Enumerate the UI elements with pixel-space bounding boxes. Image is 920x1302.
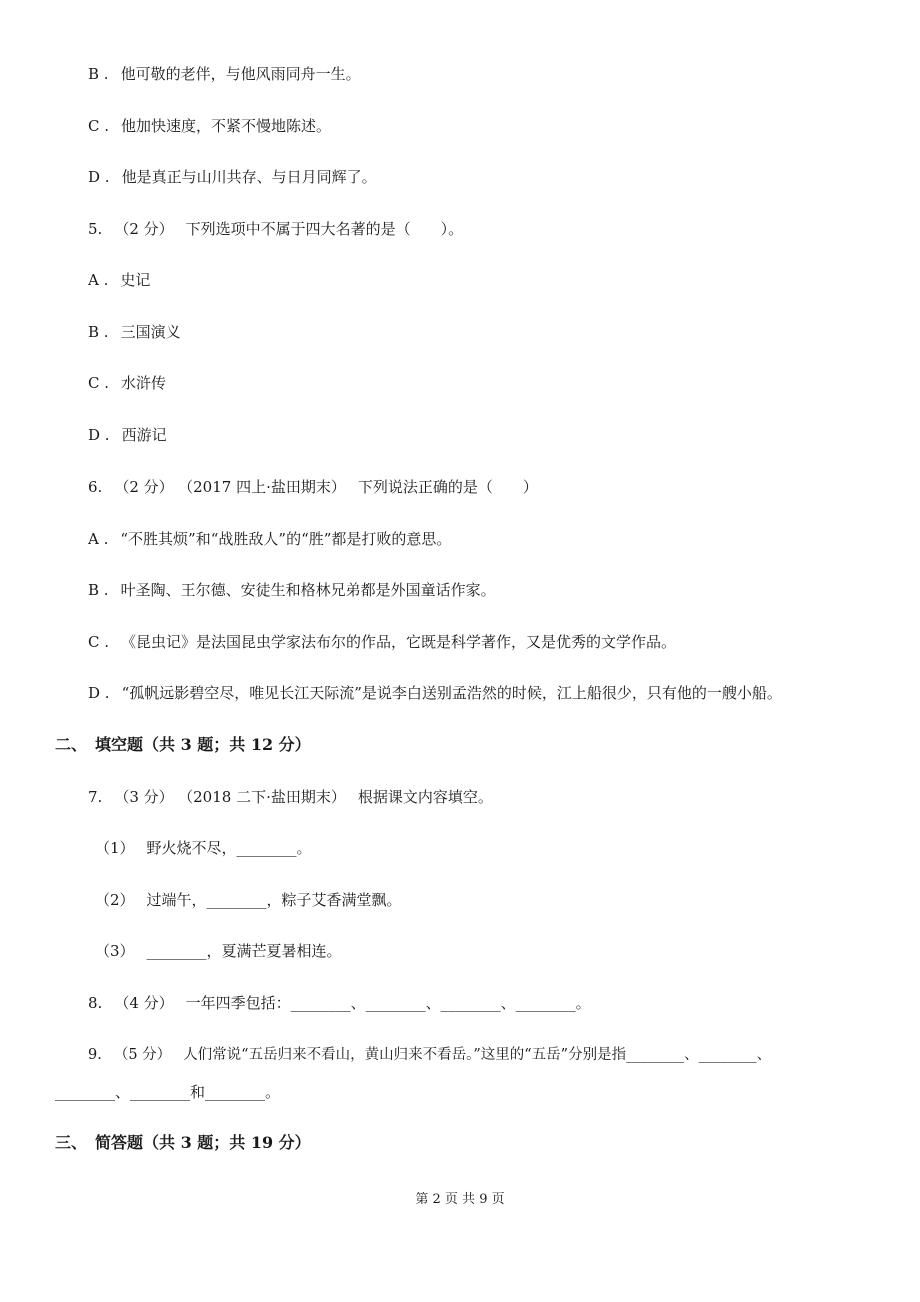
q6-option-d: D . “孤帆远影碧空尽，唯见长江天际流”是说李白送别孟浩然的时候，江上船很少，只有他的一艘小船。 <box>88 684 782 702</box>
q7-sub-1: （1） 野火烧不尽，________。 <box>95 839 312 857</box>
section-3-heading: 三、 简答题（共 3 题；共 19 分） <box>55 1133 311 1152</box>
q5-option-b: B . 三国演义 <box>88 323 181 341</box>
page-footer: 第 2 页 共 9 页 <box>415 1192 505 1207</box>
q7-sub-2: （2） 过端午，________，粽子艾香满堂飘。 <box>95 891 402 909</box>
q5-option-a: A . 史记 <box>88 271 151 289</box>
section-2-heading: 二、 填空题（共 3 题；共 12 分） <box>55 735 311 754</box>
q4-option-d: D . 他是真正与山川共存、与日月同辉了。 <box>88 168 377 186</box>
q4-option-c: C . 他加快速度，不紧不慢地陈述。 <box>88 117 332 135</box>
q6-option-b: B . 叶圣陶、王尔德、安徒生和格林兄弟都是外国童话作家。 <box>88 581 496 599</box>
q7-sub-3: （3） ________，夏满芒夏暑相连。 <box>95 942 342 960</box>
q6-stem: 6. （2 分） （2017 四上·盐田期末） 下列说法正确的是（ ） <box>88 478 538 496</box>
q9-stem: 9. （5 分） 人们常说“五岳归来不看山，黄山归来不看岳。”这里的“五岳”分别是指________、________、 <box>88 1047 772 1063</box>
q5-option-c: C . 水浒传 <box>88 374 167 392</box>
q5-option-d: D . 西游记 <box>88 426 167 444</box>
q9-stem-continued: ________、________和________。 <box>55 1083 281 1101</box>
q7-stem: 7. （3 分） （2018 二下·盐田期末） 根据课文内容填空。 <box>88 788 493 806</box>
q6-option-a: A . “不胜其烦”和“战胜敌人”的“胜”都是打败的意思。 <box>88 530 452 548</box>
q6-option-c: C . 《昆虫记》是法国昆虫学家法布尔的作品，它既是科学著作，又是优秀的文学作品。 <box>88 633 677 651</box>
q8-stem: 8. （4 分） 一年四季包括：________、________、________、________。 <box>88 994 591 1012</box>
q4-option-b: B . 他可敬的老伴，与他风雨同舟一生。 <box>88 65 361 83</box>
q5-stem: 5. （2 分） 下列选项中不属于四大名著的是（ ）。 <box>88 220 464 238</box>
